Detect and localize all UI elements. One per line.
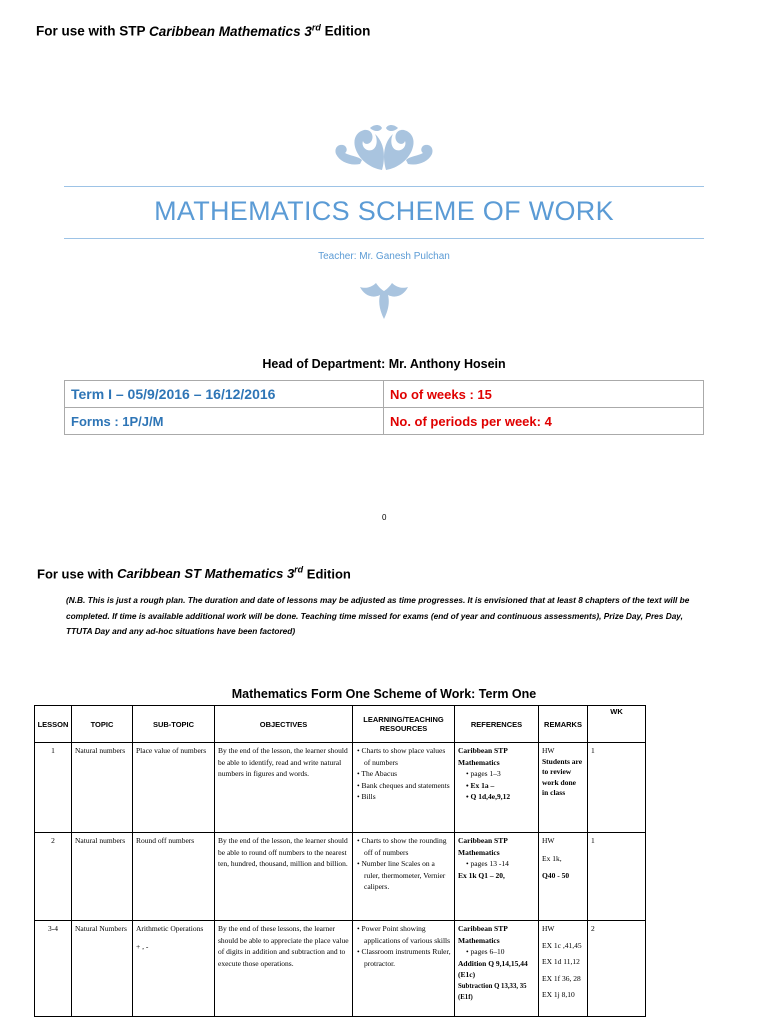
resources-cell bbox=[353, 921, 455, 1017]
topic-cell: Natural numbers bbox=[72, 743, 133, 833]
reference-title: Caribbean STP Mathematics bbox=[458, 746, 508, 767]
col-topic: TOPIC bbox=[72, 706, 133, 743]
objectives-cell: By the end of these lessons, the learner should be able to appreciate the place value of digits in addition and subtraction and to execute those operations. bbox=[215, 921, 353, 1017]
subtopic-cell: Place value of numbers bbox=[133, 743, 215, 833]
floral-ornament-icon bbox=[330, 120, 438, 176]
resource-item: • Bills bbox=[357, 792, 376, 801]
edition-header: For use with STP Caribbean Mathematics 3rd Edition bbox=[36, 22, 371, 39]
reference-item: Subtraction Q 13,33, 35 (E1f) bbox=[458, 982, 527, 1001]
weeks-count: No of weeks : 15 bbox=[384, 381, 704, 408]
remarks-cell: HW Students are to review work done in class bbox=[539, 743, 588, 833]
reference-item: Ex 1k Q1 – 20, bbox=[458, 870, 505, 880]
page-number: 0 bbox=[382, 513, 387, 522]
objectives-cell: By the end of the lesson, the learner should be able to round off numbers to the nearest ten, hundred, thousand, million and billion. bbox=[215, 833, 353, 921]
resource-item: • Charts to show place values of numbers bbox=[357, 746, 446, 767]
references-cell bbox=[455, 921, 539, 1017]
table-row bbox=[35, 921, 646, 1017]
scheme-of-work-table bbox=[34, 705, 646, 1017]
topic-cell: Natural Numbers bbox=[72, 921, 133, 1017]
scheme-title: Mathematics Form One Scheme of Work: Term One bbox=[231, 687, 537, 701]
reference-title: Caribbean STP Mathematics bbox=[458, 836, 508, 857]
wk-cell: 1 bbox=[588, 743, 646, 833]
resource-item: • Classroom instruments Ruler, protractor. bbox=[357, 947, 451, 968]
small-ornament-icon bbox=[354, 281, 414, 321]
col-subtopic: SUB-TOPIC bbox=[133, 706, 215, 743]
col-resources: LEARNING/TEACHING RESOURCES bbox=[353, 706, 455, 743]
divider-top bbox=[64, 186, 704, 187]
table-header-row bbox=[35, 706, 646, 743]
references-cell bbox=[455, 743, 539, 833]
objectives-cell: By the end of the lesson, the learner should be able to identify, read and write natural numbers in figures and words. bbox=[215, 743, 353, 833]
table-row bbox=[35, 743, 646, 833]
wk-cell: 2 bbox=[588, 921, 646, 1017]
subtopic-cell: Round off numbers bbox=[133, 833, 215, 921]
term-dates: Term I – 05/9/2016 – 16/12/2016 bbox=[65, 381, 384, 408]
resource-item: • The Abacus bbox=[357, 769, 397, 778]
resource-item: • Power Point showing applications of various skills bbox=[357, 924, 451, 945]
subtopic-cell: Arithmetic Operations + , - bbox=[133, 921, 215, 1017]
lesson-cell: 1 bbox=[35, 743, 72, 833]
resource-item: • Bank cheques and statements bbox=[357, 780, 450, 790]
reference-item: • pages 1–3 bbox=[466, 769, 501, 778]
lesson-cell: 2 bbox=[35, 833, 72, 921]
col-objectives: OBJECTIVES bbox=[215, 706, 353, 743]
teacher-name: Teacher: Mr. Ganesh Pulchan bbox=[318, 251, 450, 262]
reference-item: Addition Q 9,14,15,44 (E1c) bbox=[458, 958, 528, 979]
forms: Forms : 1P/J/M bbox=[65, 408, 384, 435]
lesson-cell: 3-4 bbox=[35, 921, 72, 1017]
reference-item: • pages 13 -14 bbox=[466, 859, 509, 868]
reference-title: Caribbean STP Mathematics bbox=[458, 924, 508, 945]
col-remarks: REMARKS bbox=[539, 706, 588, 743]
col-references: REFERENCES bbox=[455, 706, 539, 743]
resources-cell bbox=[353, 833, 455, 921]
edition-header-2: For use with Caribbean ST Mathematics 3rd Edition bbox=[37, 565, 351, 582]
remarks-cell: HW Ex 1k, Q40 - 50 bbox=[539, 833, 588, 921]
page-title: MATHEMATICS SCHEME OF WORK bbox=[154, 196, 614, 226]
reference-item: • pages 6–10 bbox=[466, 947, 505, 956]
term-info-table bbox=[64, 380, 704, 435]
head-of-department: Head of Department: Mr. Anthony Hosein bbox=[262, 357, 506, 371]
reference-item: • Ex 1a – bbox=[466, 780, 495, 790]
resource-item: • Number line Scales on a ruler, thermometer, Vernier calipers. bbox=[357, 859, 446, 891]
table-row bbox=[35, 833, 646, 921]
remarks-cell: HW EX 1c ,41,45 EX 1d 11,12 EX 1f 36, 28 EX 1j 8,10 bbox=[539, 921, 588, 1017]
topic-cell: Natural numbers bbox=[72, 833, 133, 921]
col-lesson: LESSON bbox=[35, 706, 72, 743]
divider-bottom bbox=[64, 238, 704, 239]
references-cell bbox=[455, 833, 539, 921]
resource-item: • Charts to show the rounding off of numbers bbox=[357, 836, 447, 857]
col-wk: WK bbox=[588, 706, 646, 743]
planning-note: (N.B. This is just a rough plan. The duration and date of lessons may be adjusted as time progresses. It is envisioned that at least 8 chapters of the text will be completed. If time is available additional work will be done. Teaching time missed for exams (end of year and continuous assessments), Prize Day, Pres Day, TTUTA Day and any ad-hoc situations have been factored) bbox=[66, 595, 690, 636]
periods-per-week: No. of periods per week: 4 bbox=[384, 408, 704, 435]
wk-cell: 1 bbox=[588, 833, 646, 921]
resources-cell bbox=[353, 743, 455, 833]
reference-item: • Q 1d,4e,9,12 bbox=[466, 792, 511, 801]
